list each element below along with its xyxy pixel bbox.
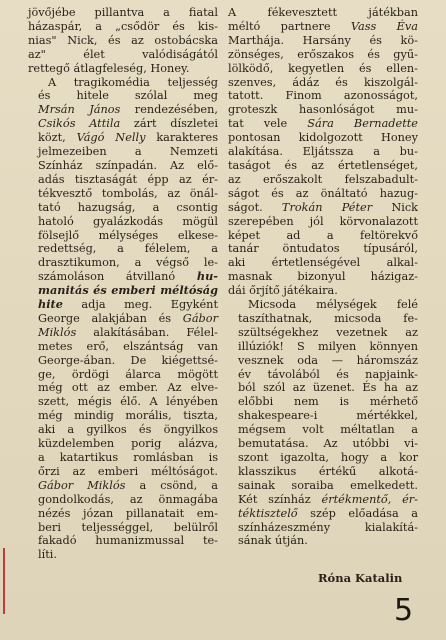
text-line: őrzi az emberi méltóságot.	[38, 464, 218, 478]
author-signature: Róna Katalin	[318, 571, 403, 585]
text-line: manitás és emberi méltóság	[38, 283, 218, 298]
text-line: méltó partnere Vass Éva	[228, 19, 418, 33]
text-line: Csikós Attila zárt díszletei	[38, 117, 218, 131]
text-line: alakítása. Eljátssza a bu-	[228, 145, 418, 159]
text-line: shakespeare-i mértékkel,	[238, 409, 418, 423]
text-line: színházeszmény kialakítá-	[238, 520, 418, 534]
text-line: hite adja meg. Egyként	[38, 297, 218, 312]
text-line: jövőjébe pillantva a fiatal	[28, 6, 218, 19]
text-line: groteszk hasonlóságot mu-	[228, 103, 418, 117]
text-line: az" élet valódiságától	[28, 47, 218, 61]
text-line: sának útján.	[238, 534, 308, 548]
text-line: szültségekhez vezetnek az	[238, 325, 418, 339]
text-line: jelmezeiben a Nemzeti	[38, 145, 218, 159]
paragraph	[28, 76, 218, 563]
text-line: év távolából és napjaink-	[238, 367, 418, 381]
text-line: gondolkodás, az önmagába	[38, 492, 218, 506]
text-line: vesznek oda — háromszáz	[238, 353, 418, 367]
text-line: lölködő, kegyetlen és ellen-	[228, 61, 418, 75]
text-line: Micsoda mélységek felé	[248, 298, 418, 312]
text-line: Két színház értékmentő, ér-	[238, 492, 418, 506]
text-line: és hitele szólal meg	[38, 89, 218, 103]
text-line: aki a gyilkos és öngyilkos	[38, 423, 218, 437]
text-line: a katartikus romlásban is	[38, 451, 218, 464]
text-line: még mindig morális, tiszta,	[38, 409, 218, 423]
text-line: George-ában. De kiégettsé-	[38, 353, 218, 367]
text-line: taszíthatnak, micsoda fe-	[238, 311, 418, 325]
text-line: tató hazugság, a csontig	[38, 200, 218, 214]
text-line: A tragikomédia teljesség	[48, 75, 218, 89]
text-line: sainak soraiba emelkedett.	[238, 478, 418, 492]
article-column-right	[228, 6, 418, 548]
paragraph	[228, 6, 418, 298]
text-line: szerepében jól körvonalazott	[228, 214, 418, 228]
text-line: líti.	[38, 548, 57, 562]
text-line: mégsem volt méltatlan a	[238, 423, 418, 437]
text-line: dái őrjítő játékaira.	[228, 284, 338, 298]
text-line: tanár öntudatos típusáról,	[228, 242, 418, 256]
text-line: nézés józan pillanatait em-	[38, 506, 218, 520]
text-line: előbbi nem is mérhető	[238, 395, 418, 409]
text-line: szont igazolta, hogy a kor	[238, 451, 418, 464]
text-line: közt, Vágó Nelly karakteres	[38, 131, 218, 145]
text-line: Gábor Miklós a csönd, a	[38, 478, 218, 492]
text-line: tatott. Finom azonosságot,	[228, 89, 418, 103]
text-line: téktisztelő szép előadása a	[238, 506, 418, 520]
red-margin-mark	[3, 548, 5, 614]
text-line: rettegő átlagfeleség, Honey.	[28, 61, 190, 75]
text-line: tat vele Sára Bernadette	[228, 117, 418, 131]
text-line: házaspár, a „csődör és kis-	[28, 19, 218, 33]
text-line: zönséges, erőszakos és gyű-	[228, 47, 418, 61]
text-line: Miklós alakításában. Félel-	[38, 325, 218, 339]
paragraph	[228, 298, 418, 548]
text-line: képet ad a feltörekvő	[228, 228, 418, 242]
text-line: beri teljességgel, belülről	[38, 520, 218, 534]
text-line: számoláson átvillanó hu-	[38, 269, 218, 284]
text-line: még ott az ember. Az elve-	[38, 381, 218, 395]
text-line: ból szól az üzenet. És ha az	[238, 381, 418, 395]
text-line: ságot. Trokán Péter Nick	[228, 200, 418, 214]
text-line: ge, ördögi álarca mögött	[38, 367, 218, 381]
text-line: klasszikus értékű alkotá-	[238, 464, 418, 478]
text-line: adás tisztaságát épp az ér-	[38, 172, 218, 186]
text-line: küzdelemben porig alázva,	[38, 437, 218, 451]
text-line: nias" Nick, és az ostobácska	[28, 33, 218, 47]
page-number: 5	[394, 593, 414, 628]
text-line: illúziók! S milyen könnyen	[238, 339, 418, 353]
text-line: ságot és az önáltató hazug-	[228, 186, 418, 200]
text-line: tékvesztő tombolás, az önál-	[38, 186, 218, 200]
text-line: Mrsán János rendezésében,	[38, 103, 218, 117]
text-line: fölsejlő mélységes elkese-	[38, 228, 218, 242]
text-line: fakadó humanizmussal te-	[38, 534, 218, 548]
text-line: Színház színpadán. Az elő-	[38, 158, 218, 172]
text-line: Marthája. Harsány és kö-	[228, 33, 418, 47]
text-line: aki értetlenségével alkal-	[228, 256, 418, 270]
text-line: az erőszakolt felszabadult-	[228, 172, 418, 186]
text-line: szenves, ádáz és kiszolgál-	[228, 75, 418, 89]
text-line: A fékevesztett játékban	[228, 6, 418, 19]
article-column-left	[28, 6, 218, 562]
text-line: masnak bizonyul házigaz-	[228, 270, 418, 284]
text-line: redettség, a félelem, a	[38, 242, 218, 256]
text-line: taságot és az értetlenséget,	[228, 158, 418, 172]
text-line: metes erő, elszántság van	[38, 339, 218, 353]
text-line: George alakjában és Gábor	[38, 311, 218, 325]
paragraph	[28, 6, 218, 76]
text-line: drasztikumon, a végső le-	[38, 256, 218, 270]
text-line: hatoló gyalázkodás mögül	[38, 214, 218, 228]
text-line: pontosan kidolgozott Honey	[228, 131, 418, 145]
text-line: szett, mégis élő. A lényében	[38, 395, 218, 409]
text-line: bemutatása. Az utóbbi vi-	[238, 437, 418, 451]
